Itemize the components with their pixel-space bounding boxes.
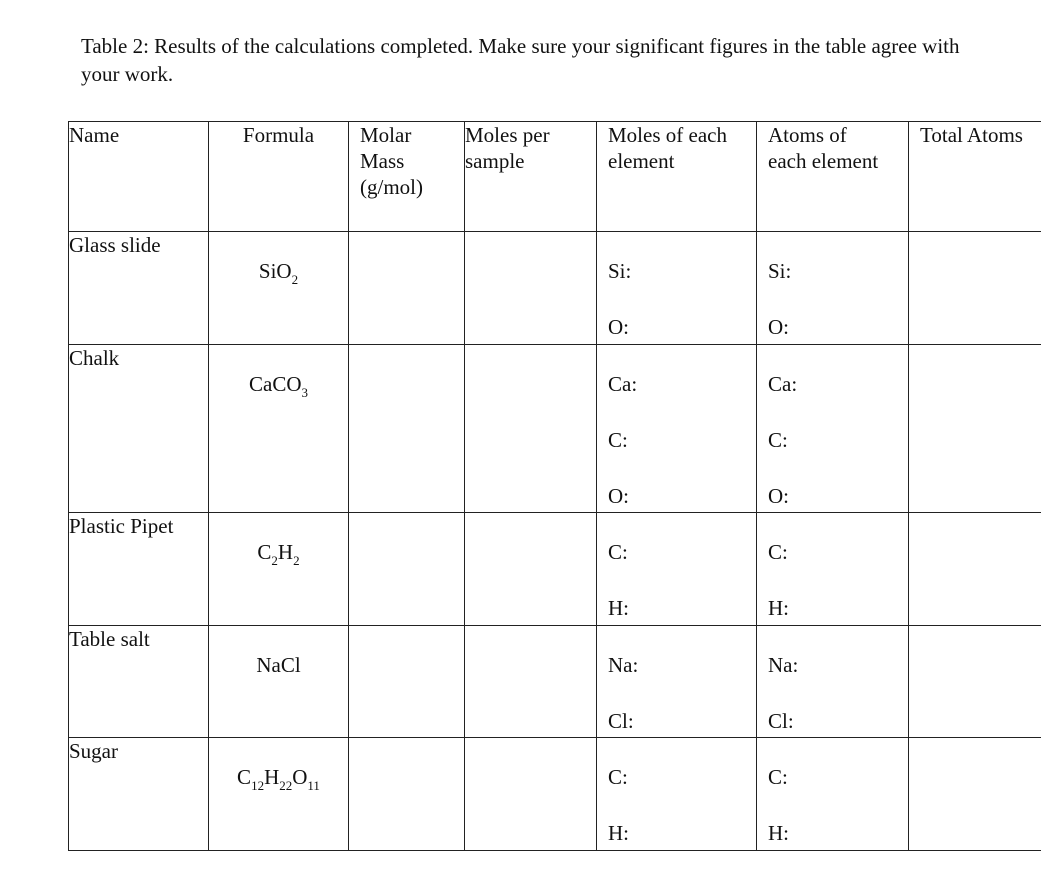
table-caption bbox=[81, 32, 1041, 88]
cell-total-atoms[interactable] bbox=[909, 626, 1041, 738]
chemical-formula bbox=[256, 653, 300, 677]
table-body bbox=[69, 232, 1041, 851]
formula-subscript: 12 bbox=[251, 778, 265, 793]
cell-name bbox=[69, 345, 209, 513]
substance-name: Table salt bbox=[69, 627, 150, 651]
cell-moles-per-sample[interactable] bbox=[465, 345, 597, 513]
element-label: Si: bbox=[768, 259, 792, 283]
chemical-formula bbox=[258, 259, 299, 287]
element-label: C: bbox=[768, 540, 788, 564]
cell-total-atoms[interactable] bbox=[909, 738, 1041, 851]
cell-atoms-each-element[interactable] bbox=[757, 232, 909, 345]
formula-subscript: 11 bbox=[307, 778, 320, 793]
cell-molar-mass[interactable] bbox=[349, 345, 465, 513]
element-label: Na: bbox=[768, 653, 799, 677]
substance-name: Sugar bbox=[69, 739, 118, 763]
cell-name bbox=[69, 232, 209, 345]
formula-subscript: 2 bbox=[293, 553, 300, 568]
element-symbol: Ca bbox=[248, 372, 273, 396]
element-label: C: bbox=[608, 428, 628, 452]
cell-moles-per-sample[interactable] bbox=[465, 626, 597, 738]
cell-moles-per-sample[interactable] bbox=[465, 513, 597, 626]
cell-total-atoms[interactable] bbox=[909, 345, 1041, 513]
cell-formula bbox=[209, 232, 349, 345]
cell-formula bbox=[209, 345, 349, 513]
cell-atoms-each-element[interactable] bbox=[757, 345, 909, 513]
formula-subscript: 3 bbox=[301, 385, 308, 400]
element-symbol: H bbox=[277, 540, 294, 564]
element-label: Ca: bbox=[768, 372, 798, 396]
element-label: O: bbox=[768, 484, 789, 508]
table-row bbox=[69, 345, 1041, 513]
element-symbol: O bbox=[276, 259, 292, 283]
cell-moles-each-element[interactable] bbox=[597, 626, 757, 738]
cell-molar-mass[interactable] bbox=[349, 513, 465, 626]
cell-formula bbox=[209, 513, 349, 626]
header-molar-mass: Molar Mass (g/mol) bbox=[349, 122, 465, 232]
cell-total-atoms[interactable] bbox=[909, 232, 1041, 345]
element-label: Cl: bbox=[608, 709, 634, 733]
cell-moles-each-element[interactable] bbox=[597, 513, 757, 626]
caption-line-2: your work. bbox=[81, 62, 174, 86]
formula-subscript: 22 bbox=[279, 778, 293, 793]
element-symbol: O bbox=[292, 765, 308, 789]
element-label: Cl: bbox=[768, 709, 794, 733]
substance-name: Chalk bbox=[69, 346, 120, 370]
header-row bbox=[69, 122, 1041, 232]
element-symbol: O bbox=[286, 372, 302, 396]
header-name: Name bbox=[69, 122, 209, 232]
element-symbol: Cl bbox=[280, 653, 301, 677]
element-symbol: H bbox=[264, 765, 280, 789]
cell-name bbox=[69, 626, 209, 738]
element-label: H: bbox=[608, 596, 629, 620]
cell-molar-mass[interactable] bbox=[349, 232, 465, 345]
cell-name bbox=[69, 513, 209, 626]
element-label: C: bbox=[768, 428, 788, 452]
element-label: C: bbox=[608, 765, 628, 789]
element-label: C: bbox=[608, 540, 628, 564]
element-label: Ca: bbox=[608, 372, 638, 396]
element-symbol: Si bbox=[258, 259, 277, 283]
cell-moles-per-sample[interactable] bbox=[465, 232, 597, 345]
cell-moles-each-element[interactable] bbox=[597, 738, 757, 851]
cell-atoms-each-element[interactable] bbox=[757, 513, 909, 626]
header-total-atoms: Total Atoms bbox=[909, 122, 1041, 232]
caption-line-1: Table 2: Results of the calculations completed. Make sure your significant figures in the table agree with bbox=[81, 34, 960, 58]
element-symbol: C bbox=[237, 765, 252, 789]
cell-moles-each-element[interactable] bbox=[597, 345, 757, 513]
formula-subscript: 2 bbox=[291, 272, 299, 287]
results-table bbox=[68, 121, 1041, 851]
header-moles-per-sample: Moles per sample bbox=[465, 122, 597, 232]
element-label: C: bbox=[768, 765, 788, 789]
element-symbol: C bbox=[272, 372, 287, 396]
formula-subscript: 2 bbox=[271, 553, 278, 568]
cell-atoms-each-element[interactable] bbox=[757, 738, 909, 851]
cell-total-atoms[interactable] bbox=[909, 513, 1041, 626]
element-label: Si: bbox=[608, 259, 632, 283]
chemical-formula bbox=[237, 765, 320, 793]
chemical-formula bbox=[248, 372, 308, 400]
cell-moles-each-element[interactable] bbox=[597, 232, 757, 345]
element-label: H: bbox=[768, 596, 789, 620]
substance-name: Glass slide bbox=[69, 233, 161, 257]
element-label: O: bbox=[608, 315, 629, 339]
element-label: H: bbox=[768, 821, 789, 845]
cell-formula bbox=[209, 738, 349, 851]
cell-atoms-each-element[interactable] bbox=[757, 626, 909, 738]
cell-molar-mass[interactable] bbox=[349, 738, 465, 851]
element-symbol: Na bbox=[256, 653, 281, 677]
header-atoms-each-element: Atoms of each element bbox=[757, 122, 909, 232]
header-formula: Formula bbox=[209, 122, 349, 232]
element-label: O: bbox=[768, 315, 789, 339]
table-row bbox=[69, 232, 1041, 345]
element-label: H: bbox=[608, 821, 629, 845]
cell-formula bbox=[209, 626, 349, 738]
element-label: O: bbox=[608, 484, 629, 508]
element-symbol: C bbox=[257, 540, 272, 564]
substance-name: Plastic Pipet bbox=[69, 514, 174, 538]
chemical-formula bbox=[257, 540, 300, 568]
table-row bbox=[69, 513, 1041, 626]
cell-molar-mass[interactable] bbox=[349, 626, 465, 738]
cell-name bbox=[69, 738, 209, 851]
table-row bbox=[69, 738, 1041, 851]
header-moles-each-element: Moles of each element bbox=[597, 122, 757, 232]
table-row bbox=[69, 626, 1041, 738]
cell-moles-per-sample[interactable] bbox=[465, 738, 597, 851]
element-label: Na: bbox=[608, 653, 639, 677]
